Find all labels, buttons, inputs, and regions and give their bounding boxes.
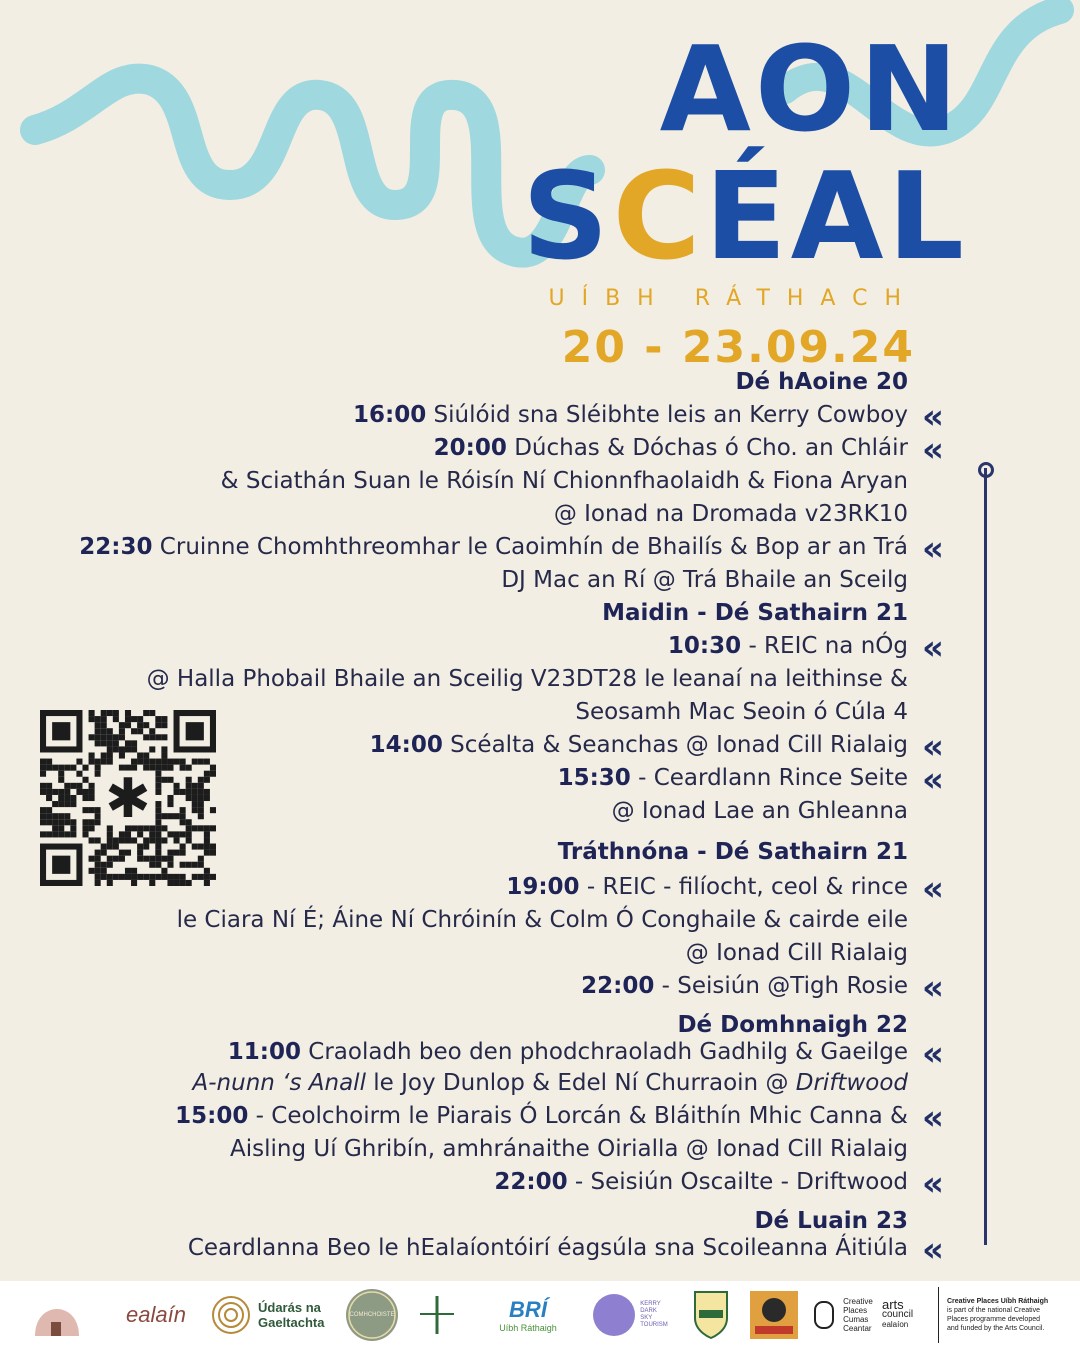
- event-line: [668, 631, 908, 661]
- county-crest-logo: [686, 1287, 736, 1343]
- chevron-left-icon: «: [922, 628, 938, 668]
- event-time: 15:00: [175, 1103, 249, 1129]
- festival-badge-logo: [748, 1287, 800, 1343]
- event-time: 15:30: [557, 765, 631, 791]
- event-title: - Ceardlann Rince Seite: [630, 765, 908, 791]
- logo-title-line1: AON: [659, 20, 962, 158]
- logo-letter: S: [522, 148, 613, 287]
- chevron-left-icon: «: [922, 968, 938, 1008]
- event-title: Siúlóid sna Sléibhte leis an Kerry Cowboy: [426, 402, 908, 428]
- event-detail-fragment: A-nunn ‘s Anall: [192, 1070, 366, 1096]
- event-detail-line: & Sciathán Suan le Róisín Ní Chionnfhaolaidh & Fiona Aryan: [220, 468, 908, 494]
- event-line: [370, 730, 908, 760]
- footnote: Creative Places Uíbh Ráthaigh is part of the national Creative Places programme developed and funded by the Arts Council.: [938, 1287, 1076, 1343]
- event-detail-line: Aisling Uí Ghribín, amhránaithe Oirialla @ Ionad Cill Rialaig: [230, 1136, 908, 1162]
- day-heading: Dé Luain 23: [754, 1208, 908, 1234]
- chevron-left-icon: «: [922, 869, 938, 909]
- chevron-left-icon: «: [922, 1034, 938, 1074]
- event-line: [228, 1037, 908, 1067]
- chevron-left-icon: «: [922, 1230, 938, 1270]
- event-detail-line: le Ciara Ní É; Áine Ní Chróinín & Colm Ó Conghaile & cairde eile: [176, 907, 908, 933]
- event-detail-line: DJ Mac an Rí @ Trá Bhaile an Sceilg: [501, 567, 908, 593]
- event-line: [506, 872, 908, 902]
- event-time: 22:30: [79, 534, 153, 560]
- chevron-left-icon: «: [922, 1098, 938, 1138]
- logo-title-line2: [522, 148, 968, 287]
- udaras-logo: Údarás na Gaeltachta: [258, 1300, 325, 1330]
- event-line: [434, 433, 908, 463]
- qr-code[interactable]: [40, 710, 216, 886]
- creative-places-logo: Creative Places Cumas Ceantar: [808, 1287, 878, 1343]
- circle-mark-logo: [208, 1287, 254, 1343]
- logo-letter: C: [612, 148, 705, 287]
- bri-logo: BRÍ Uíbh Ráthaigh: [499, 1297, 557, 1333]
- event-title: Craoladh beo den phodchraoladh Gadhilg & Gaeilge: [300, 1039, 908, 1065]
- event-title: - REIC - filíocht, ceol & rince: [579, 874, 908, 900]
- logo-letter: A: [790, 148, 888, 287]
- beehive-hut-logo: [22, 1287, 92, 1343]
- chevron-left-icon: «: [922, 760, 938, 800]
- timeline-line: [984, 468, 987, 1245]
- arts-council-logo: arts council ealaíon: [882, 1297, 914, 1329]
- event-title: - REIC na nÓg: [741, 633, 908, 659]
- event-time: 19:00: [506, 874, 580, 900]
- event-time: 11:00: [227, 1039, 301, 1065]
- event-detail-line: @ Ionad Lae an Ghleanna: [611, 798, 908, 824]
- event-time: 16:00: [353, 402, 427, 428]
- subtitle: UÍBH RÁTHACH: [548, 286, 918, 311]
- event-detail-fragment: le Joy Dunlop & Edel Ní Churraoin @: [365, 1070, 796, 1096]
- chevron-left-icon: «: [922, 727, 938, 767]
- event-detail-line: @ Ionad Cill Rialaig: [685, 940, 908, 966]
- event-detail-line: @ Ionad na Dromada v23RK10: [553, 501, 908, 527]
- event-detail-fragment: Driftwood: [795, 1070, 908, 1096]
- cross-logo: [412, 1287, 462, 1343]
- ealain-logo: ealaín: [126, 1302, 186, 1327]
- event-time: 22:00: [494, 1169, 568, 1195]
- event-line: [188, 1233, 908, 1263]
- event-title: - Seisiún Oscailte - Driftwood: [567, 1169, 908, 1195]
- event-detail-line: @ Halla Phobail Bhaile an Sceilig V23DT28 le leanaí na leithinse &: [146, 666, 908, 692]
- event-title: Scéalta & Seanchas @ Ionad Cill Rialaig: [442, 732, 908, 758]
- svg-text:✱: ✱: [105, 765, 151, 830]
- event-time: 10:30: [667, 633, 742, 659]
- event-detail-line: Seosamh Mac Seoin ó Cúla 4: [575, 699, 908, 725]
- day-heading: Dé hAoine 20: [735, 369, 908, 395]
- day-heading: Tráthnóna - Dé Sathairn 21: [557, 839, 908, 865]
- event-detail-line: [193, 1068, 908, 1098]
- chevron-left-icon: «: [922, 397, 938, 437]
- event-title: Dúchas & Dóchas ó Cho. an Chláir: [506, 435, 908, 461]
- chevron-left-icon: «: [922, 1164, 938, 1204]
- event-line: [558, 763, 908, 793]
- logo-letter: L: [887, 148, 968, 287]
- chevron-left-icon: «: [922, 529, 938, 569]
- event-line: [175, 1101, 908, 1131]
- event-line: [581, 971, 908, 1001]
- event-title: - Ceolchoirm le Piarais Ó Lorcán & Bláithín Mhic Canna &: [248, 1103, 908, 1129]
- event-title: - Seisiún @Tigh Rosie: [654, 973, 908, 999]
- event-time: 22:00: [581, 973, 655, 999]
- event-title: Ceardlanna Beo le hEalaíontóirí éagsúla sna Scoileanna Áitiúla: [187, 1235, 908, 1261]
- festival-dates: 20 - 23.09.24: [561, 322, 915, 373]
- event-line: [79, 532, 908, 562]
- event-time: 14:00: [369, 732, 443, 758]
- event-line: [494, 1167, 908, 1197]
- day-heading: Dé Domhnaigh 22: [677, 1012, 908, 1038]
- event-title: Cruinne Chomhthreomhar le Caoimhín de Bhailís & Bop ar an Trá: [152, 534, 908, 560]
- sponsor-logo-bar: [0, 1281, 1080, 1350]
- event-line: [353, 400, 908, 430]
- day-heading: Maidin - Dé Sathairn 21: [602, 600, 908, 626]
- comhchoiste-logo: COMHCHOISTE: [342, 1287, 402, 1343]
- event-time: 20:00: [433, 435, 507, 461]
- chevron-left-icon: «: [922, 430, 938, 470]
- kerry-dark-sky-logo: KERRY DARK SKY TOURISM: [586, 1287, 674, 1343]
- logo-letter: É: [704, 148, 791, 287]
